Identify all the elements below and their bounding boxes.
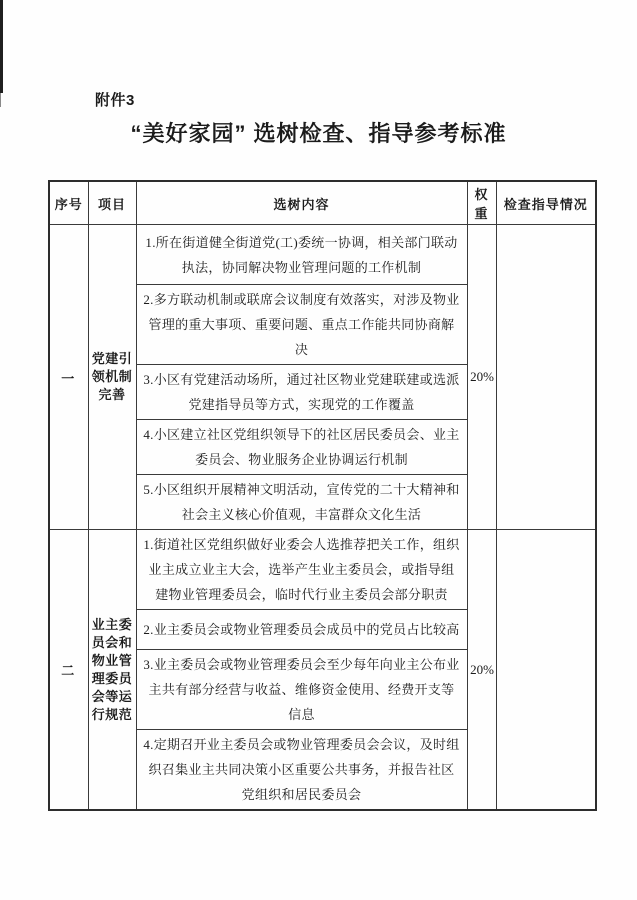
section2-inspection-cell (496, 530, 596, 811)
section1-index: 一 (49, 225, 88, 530)
table-row (49, 530, 596, 610)
header-selection-content: 选树内容 (136, 181, 467, 225)
section2-project: 业主委员会和物业管理委员会等运行规范 (88, 530, 136, 811)
section1-inspection-cell (496, 225, 596, 530)
criteria-item: 4.小区建立社区党组织领导下的社区居民委员会、业主委员会、物业服务企业协调运行机制 (136, 420, 467, 475)
criteria-item: 5.小区组织开展精神文明活动，宣传党的二十大精神和社会主义核心价值观，丰富群众文化生活 (136, 475, 467, 530)
header-serial-number: 序号 (49, 181, 88, 225)
scan-edge-artifact-faint (0, 93, 1, 107)
table-row (49, 225, 596, 285)
scan-edge-artifact (0, 0, 3, 93)
criteria-item: 4.定期召开业主委员会或物业管理委员会会议，及时组织召集业主共同决策小区重要公共事务，并报告社区党组织和居民委员会 (136, 730, 467, 811)
section1-weight: 20% (467, 225, 496, 530)
header-inspection-guidance: 检查指导情况 (496, 181, 596, 225)
header-weight: 权重 (467, 181, 496, 225)
page-title: “美好家园” 选树检查、指导参考标准 (130, 121, 507, 146)
section2-weight: 20% (467, 530, 496, 811)
criteria-item: 3.小区有党建活动场所，通过社区物业党建联建或选派党建指导员等方式，实现党的工作覆盖 (136, 365, 467, 420)
criteria-item: 2.多方联动机制或联席会议制度有效落实，对涉及物业管理的重大事项、重要问题、重点工作能共同协商解决 (136, 285, 467, 365)
attachment-label: 附件3 (95, 92, 135, 109)
criteria-item: 1.街道社区党组织做好业委会人选推荐把关工作，组织业主成立业主大会，选举产生业主委员会，或指导组建物业管理委员会，临时代行业主委员会部分职责 (136, 530, 467, 610)
table-header-row (49, 181, 596, 225)
section1-project: 党建引领机制完善 (88, 225, 136, 530)
criteria-item: 1.所在街道健全街道党(工)委统一协调，相关部门联动执法，协同解决物业管理问题的工作机制 (136, 225, 467, 285)
standards-table (48, 180, 597, 811)
header-project: 项目 (88, 181, 136, 225)
criteria-item: 3.业主委员会或物业管理委员会至少每年向业主公布业主共有部分经营与收益、维修资金使用、经费开支等信息 (136, 650, 467, 730)
section2-index: 二 (49, 530, 88, 811)
criteria-item: 2.业主委员会或物业管理委员会成员中的党员占比较高 (136, 610, 467, 650)
